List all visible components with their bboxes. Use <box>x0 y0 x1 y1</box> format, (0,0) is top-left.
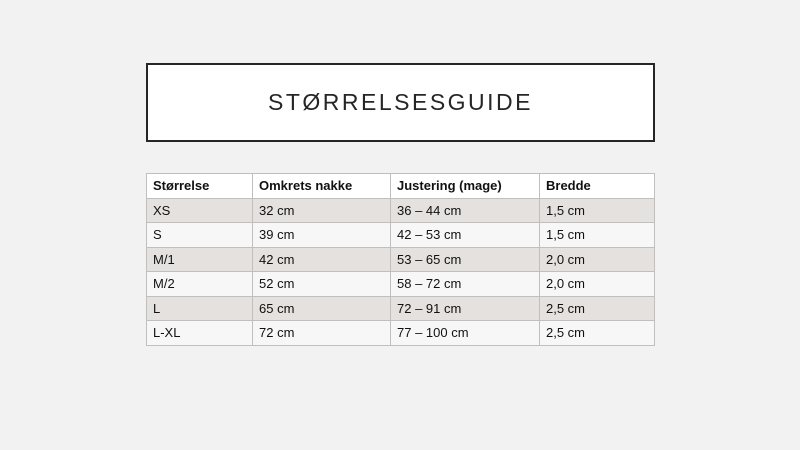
header-width: Bredde <box>540 174 655 199</box>
table-header-row <box>147 174 655 199</box>
cell-size: XS <box>147 198 253 223</box>
cell-neck: 72 cm <box>253 321 391 346</box>
table-row <box>147 272 655 297</box>
table-row <box>147 247 655 272</box>
cell-size: M/1 <box>147 247 253 272</box>
cell-adjustment: 72 – 91 cm <box>391 296 540 321</box>
table-row <box>147 223 655 248</box>
table-row <box>147 296 655 321</box>
header-size: Størrelse <box>147 174 253 199</box>
table-row <box>147 321 655 346</box>
cell-adjustment: 58 – 72 cm <box>391 272 540 297</box>
cell-neck: 32 cm <box>253 198 391 223</box>
cell-adjustment: 36 – 44 cm <box>391 198 540 223</box>
cell-neck: 52 cm <box>253 272 391 297</box>
cell-width: 2,0 cm <box>540 247 655 272</box>
page-title: STØRRELSESGUIDE <box>268 89 533 115</box>
cell-neck: 65 cm <box>253 296 391 321</box>
size-guide-table <box>146 173 655 346</box>
cell-size: S <box>147 223 253 248</box>
header-belly-adjustment: Justering (mage) <box>391 174 540 199</box>
cell-neck: 42 cm <box>253 247 391 272</box>
cell-width: 2,0 cm <box>540 272 655 297</box>
cell-width: 1,5 cm <box>540 198 655 223</box>
header-neck-circumference: Omkrets nakke <box>253 174 391 199</box>
cell-size: L-XL <box>147 321 253 346</box>
cell-neck: 39 cm <box>253 223 391 248</box>
cell-size: M/2 <box>147 272 253 297</box>
cell-adjustment: 77 – 100 cm <box>391 321 540 346</box>
cell-adjustment: 42 – 53 cm <box>391 223 540 248</box>
table-row <box>147 198 655 223</box>
cell-size: L <box>147 296 253 321</box>
cell-width: 2,5 cm <box>540 321 655 346</box>
cell-width: 1,5 cm <box>540 223 655 248</box>
cell-width: 2,5 cm <box>540 296 655 321</box>
title-box <box>146 63 655 142</box>
cell-adjustment: 53 – 65 cm <box>391 247 540 272</box>
